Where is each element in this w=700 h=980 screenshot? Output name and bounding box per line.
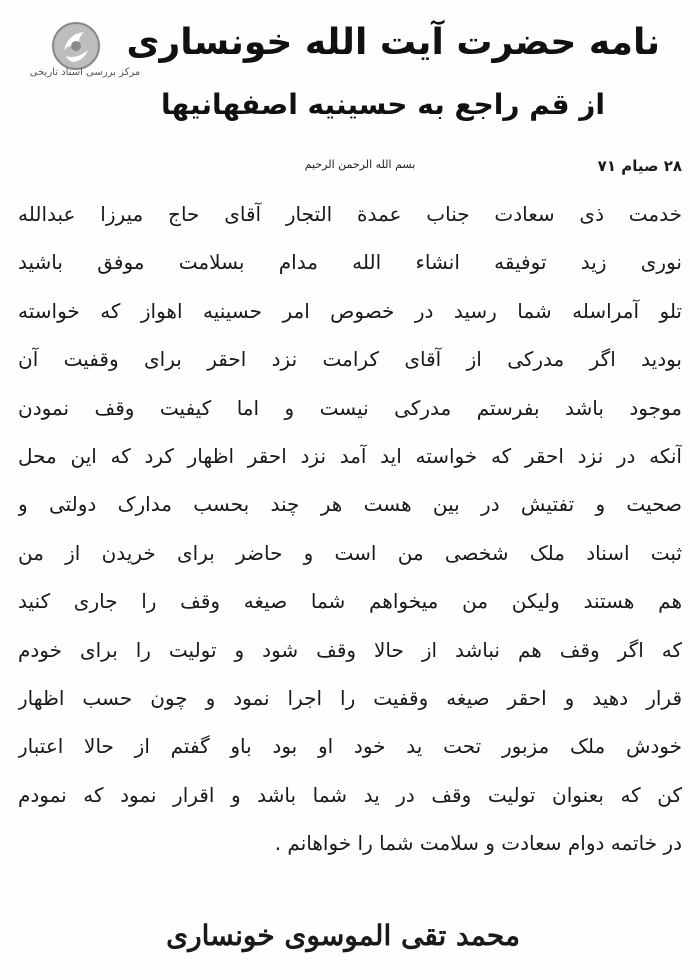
signature: محمد تقی الموسوی خونساری bbox=[166, 919, 520, 952]
letter-date: ۲۸ صیام ۷۱ bbox=[597, 157, 682, 175]
archive-center-caption: مرکز بررسی اسناد تاریخی bbox=[29, 67, 141, 78]
letter-line: که اگر وقف هم نباشد از حالا وقف شود و تولیت را برای خودم bbox=[18, 637, 682, 662]
letter-line: هم هستند ولیکن من میخواهم شما صیغه وقف را جاری کنید bbox=[18, 589, 682, 614]
letter-line: ثبت اسناد ملک شخصی من است و حاضر برای خریدن از من bbox=[18, 540, 682, 565]
letter-line: قرار دهید و احقر صیغه وقفیت را اجرا نمود و چون حسب اظهار bbox=[18, 685, 682, 710]
letter-line: نوری زید توفیقه انشاء الله مدام بسلامت موفق باشید bbox=[18, 250, 682, 275]
letter-line: کن که بعنوان تولیت وقف در ید شما باشد و اقرار نمود که نمودم bbox=[18, 782, 682, 807]
letter-line: خودش ملک مزبور تحت ید خود او بود باو گفتم از حالا اعتبار bbox=[18, 734, 682, 759]
bismillah-heading: بسم الله الرحمن الرحیم bbox=[304, 158, 416, 171]
letter-line: بودید اگر مدرکی از آقای کرامت نزد احقر برای وقفیت آن bbox=[18, 347, 682, 372]
letter-line: تلو آمراسله شما رسید در خصوص امر حسینیه اهواز که خواسته bbox=[18, 298, 682, 323]
letter-line: آنکه در نزد احقر که خواسته اید آمد نزد احقر اظهار کرد که این محل bbox=[18, 443, 682, 468]
letter-line: موجود باشد بفرستم مدرکی نیست و اما کیفیت وقف نمودن bbox=[18, 395, 682, 420]
letter-line: در خاتمه دوام سعادت و سلامت شما را خواهانم . bbox=[274, 831, 682, 856]
letter-body bbox=[18, 190, 682, 867]
archive-center-logo-icon bbox=[50, 20, 102, 72]
page-title: نامه حضرت آیت الله خونساری bbox=[126, 22, 660, 63]
letter-line: صحیت و تفتیش در بین هست هر چند بحسب مدارک دولتی و bbox=[18, 492, 682, 517]
page-subtitle: از قم راجع به حسینیه اصفهانیها bbox=[161, 88, 605, 121]
letter-line: خدمت ذی سعادت جناب عمدة التجار آقای حاج میرزا عبدالله bbox=[18, 202, 682, 226]
